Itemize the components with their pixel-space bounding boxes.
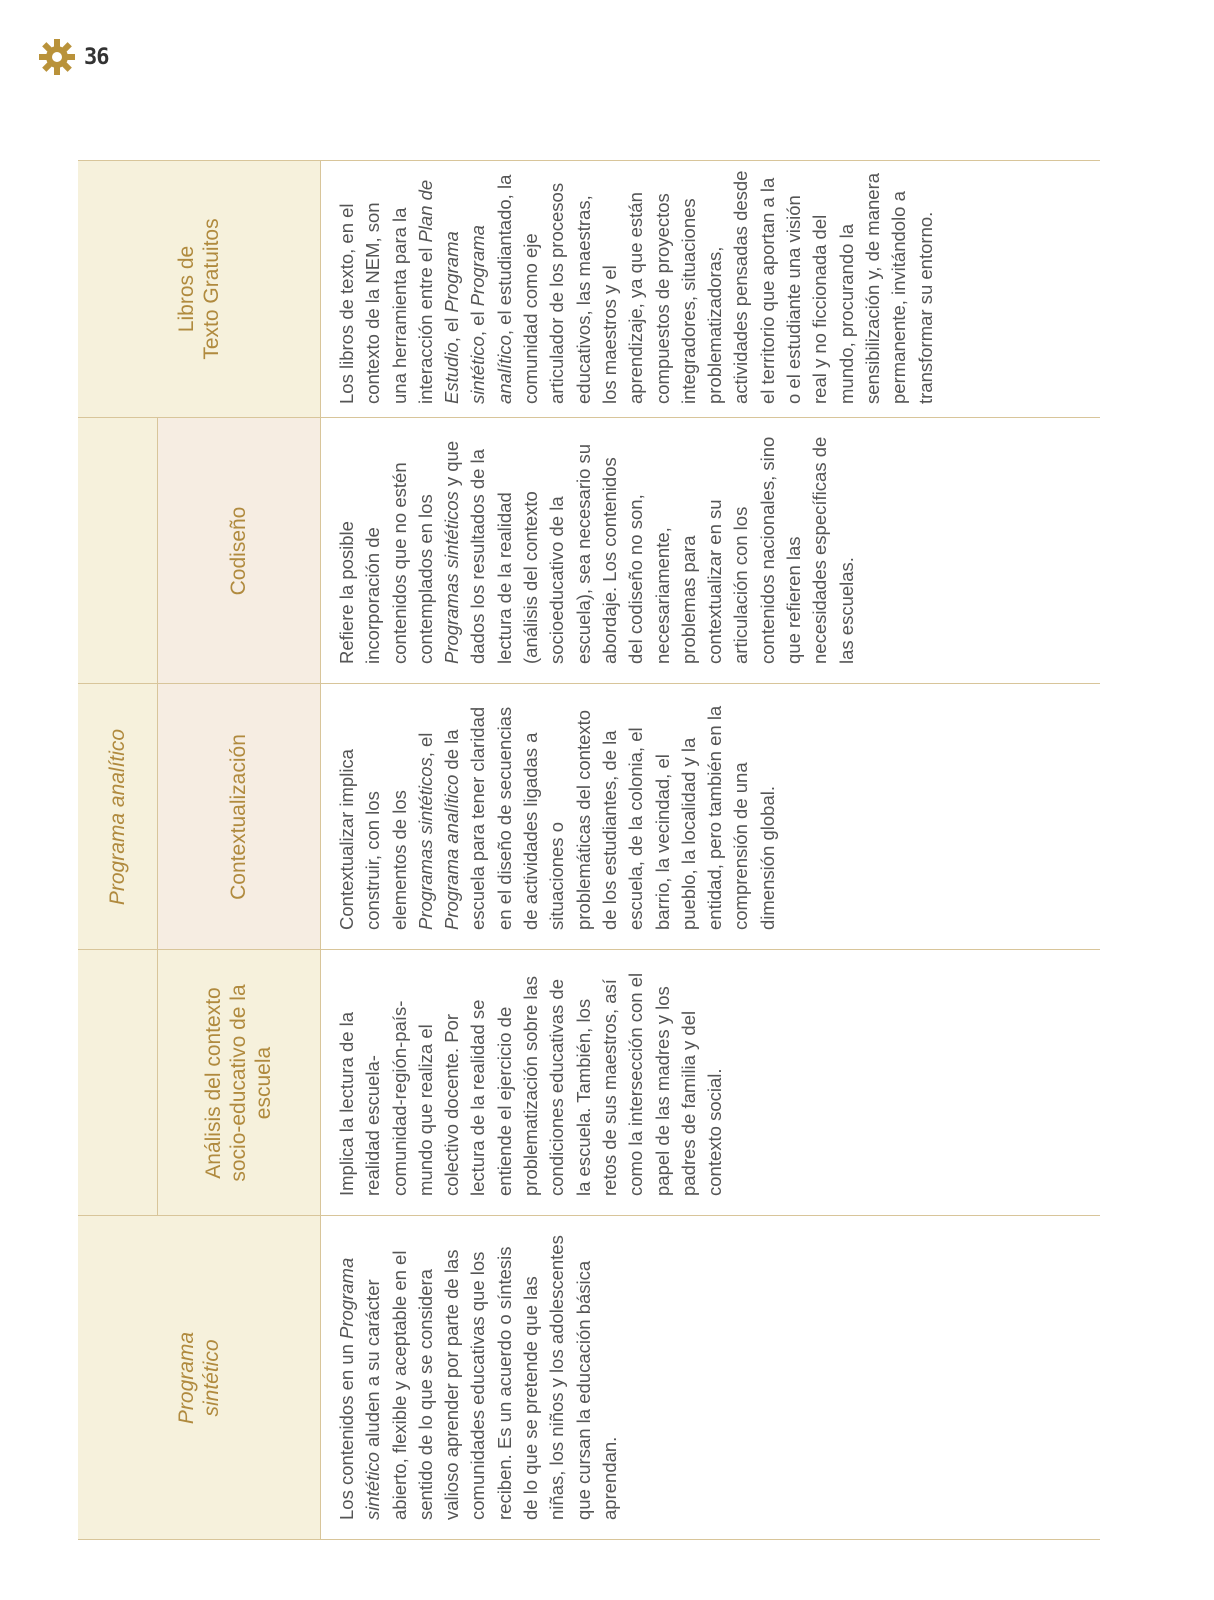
programa-sintetico-header: [78, 1216, 320, 1540]
codiseno-body: [320, 418, 860, 684]
page-number: 36: [84, 44, 109, 70]
text-part-italic: Programa sintético: [441, 231, 489, 404]
text-part: , el: [414, 732, 436, 758]
group-header-divider: [157, 418, 158, 1216]
table-border-right: [78, 160, 1100, 161]
text-part-italic: Programa sintético: [336, 1257, 384, 1520]
text-part-italic: Programa analítico: [441, 774, 463, 930]
text-part: de la escuela para tener claridad en el diseño de secuencias de actividades ligadas a situaciones o problemáticas del contexto de los estudiantes, de la escuela, de la colonia, el barrio, la vecindad, el pueblo, la localidad y la entidad, pero también en la comprensión de una dimensión global.: [441, 705, 778, 930]
page-header: [38, 38, 109, 76]
text-part-italic: Plan de Estudio: [414, 179, 463, 404]
text-part-italic: Programa analítico: [467, 225, 515, 404]
programa-sintetico-header-line2: sintético: [200, 1339, 223, 1417]
libros-texto-header: [78, 160, 320, 418]
column-divider: [78, 1215, 1100, 1216]
text-part: aluden a su carácter abierto, flexible y aceptable en el sentido de lo que se considera valioso aprender por parte de las comunidades educativas que los reciben. Es un acuerdo o síntesis de lo que se pretende que las niñas, los niños y los adolescentes que cursan la educación básica aprendan.: [362, 1235, 620, 1520]
table-wrapper: [78, 160, 1214, 1520]
text-part: Los libros de texto, en el contexto de la NEM, son una herramienta para la interacción entre el: [336, 202, 436, 404]
text-part: , el: [467, 306, 489, 337]
gear-logo-icon: [38, 38, 76, 76]
contextualizacion-header: Contextualización: [227, 734, 250, 900]
libros-texto-header-line1: Libros de: [175, 245, 198, 333]
contextualizacion-body: [320, 684, 781, 950]
analisis-contexto-header: Análisis del contexto socio-educativo de la escuela: [202, 984, 275, 1182]
programa-sintetico-body: [320, 1216, 623, 1540]
text-part: Contextualizar implica construir, con los elementos de los: [336, 749, 410, 930]
text-part-italic: Programas sintéticos: [441, 491, 463, 664]
programa-analitico-header: [78, 418, 157, 1216]
program-table: [78, 160, 1100, 1540]
analisis-contexto-body: Implica la lectura de la realidad escuela-comunidad-región-país-mundo que realiza el colectivo docente. Por lectura de la realidad se entiende el ejercicio de problematización sobre las condiciones educativas de la escuela. También, los retos de sus maestros, así como la intersección con el papel de las madres y los padres de familia y del contexto social.: [336, 972, 726, 1196]
text-part: y que dados los resultados de la lectura de la realidad (análisis del contexto socioeducativo de la escuela), sea necesario su abordaje. Los contenidos del codiseño no son, necesariamente, problemas para contextualizar en su articulación con los contenidos nacionales, sino que refieren las necesidades específicas de las escuelas.: [441, 436, 857, 664]
text-part: Refiere la posible incorporación de contenidos que no estén contemplados en los: [336, 462, 436, 664]
text-part-italic: Programas sintéticos: [414, 757, 436, 930]
libros-texto-header-line2: Texto Gratuitos: [200, 218, 223, 360]
text-part: , el: [441, 312, 463, 343]
table-border-left: [78, 1539, 1100, 1540]
text-part: Los contenidos en un: [336, 1338, 357, 1520]
programa-analitico-label: Programa analítico: [106, 728, 129, 906]
libros-texto-body: [320, 160, 939, 418]
column-divider: [78, 949, 1100, 950]
column-divider: [78, 417, 1100, 418]
column-divider: [78, 683, 1100, 684]
text-part: , el estudiantado, la comunidad como eje articulador de los procesos educativos, las maestras, los maestros y el aprendizaje, ya que están compuestos de proyectos integradores, situaciones problematizadoras, actividades pensadas desde el territorio que aportan a la o el estudiante una visión real y no ficcionada del mundo, procurando la sensibilización y, de manera permanente, invitándolo a transformar su entorno.: [493, 170, 936, 404]
codiseno-header: Codiseño: [227, 506, 250, 596]
programa-sintetico-header-line1: Programa: [175, 1331, 198, 1425]
header-divider: [320, 160, 321, 1540]
